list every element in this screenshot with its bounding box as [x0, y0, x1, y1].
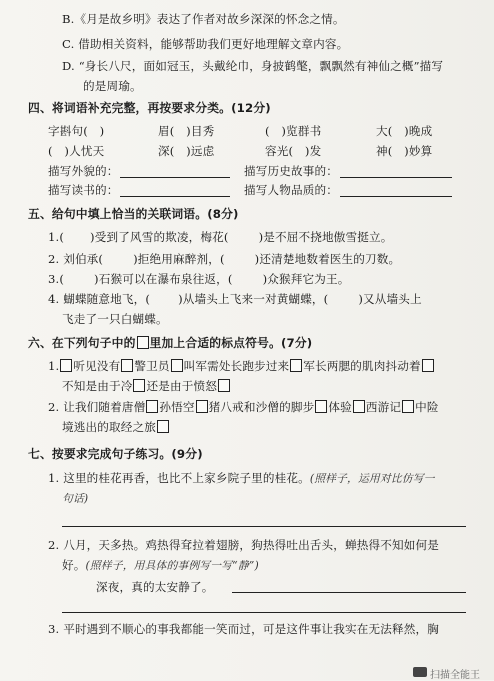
s6-title-b: 里加上合适的标点符号。(7分): [149, 336, 313, 350]
s6-sentence-2-cont: [62, 420, 170, 435]
s4-word-8[interactable]: 神( )妙算: [376, 144, 433, 158]
s4-word-5[interactable]: ( )人忧天: [48, 144, 105, 158]
s5-text: 4. 蝴蝶随意地飞，(: [48, 292, 151, 306]
answer-line[interactable]: [120, 177, 230, 178]
scanner-watermark: 扫描全能王: [430, 670, 480, 681]
answer-line[interactable]: [340, 196, 452, 197]
s5-text: )是不屈不挠地傲雪挺立。: [258, 230, 393, 244]
s7-q1-hint: (照样子，运用对比仿写一: [309, 472, 435, 485]
s6-text: 猪八戒和沙僧的脚步: [208, 400, 315, 414]
option-c: C. 借助相关资料，能够帮助我们更好地理解文章内容。: [62, 37, 349, 51]
s4-cat-character: 描写人物品质的：: [244, 183, 338, 197]
section-7-title: 七、按要求完成句子练习。(9分): [28, 447, 203, 461]
s7-q1-text: 1. 这里的桂花再香，也比不上家乡院子里的桂花。: [48, 471, 310, 485]
s6-text: 体验: [328, 400, 352, 414]
punctuation-box[interactable]: [133, 379, 145, 392]
option-d-line1: D. “身长八尺，面如冠玉，头戴纶巾，身披鹤氅，飘飘然有神仙之概”描写: [62, 59, 444, 73]
s4-cat-appearance: 描写外貌的：: [48, 164, 119, 178]
option-b: B.《月是故乡明》表达了作者对故乡深深的怀念之情。: [62, 12, 345, 26]
option-d-line2: 的是周瑜。: [83, 79, 142, 93]
s6-text: 西游记: [365, 400, 402, 414]
s6-text: 军长两腮的肌肉抖动着: [303, 359, 421, 373]
s5-text: )又从墙头上: [358, 292, 422, 306]
punctuation-box[interactable]: [157, 420, 169, 433]
punctuation-box: [137, 336, 149, 349]
s4-cat-reading: 描写读书的：: [48, 183, 119, 197]
s7-q2: 2. 八月，天多热。鸡热得耷拉着翅膀，狗热得吐出舌头，蝉热得不知如何是: [48, 538, 439, 552]
s5-text: 2. 刘伯承(: [48, 252, 104, 266]
s7-q2-cont: [62, 558, 259, 573]
s6-text: 不知是由于冷: [62, 379, 133, 393]
s5-text: )石猴可以在瀑布泉往返，(: [94, 272, 233, 286]
s4-word-4[interactable]: 大( )晚成: [376, 124, 433, 138]
punctuation-box[interactable]: [218, 379, 230, 392]
answer-line[interactable]: [120, 196, 230, 197]
s4-word-3[interactable]: ( )览群书: [265, 124, 322, 138]
punctuation-box[interactable]: [402, 400, 414, 413]
punctuation-box[interactable]: [146, 400, 158, 413]
section-4-title: 四、将词语补充完整，再按要求分类。(12分): [28, 101, 271, 115]
s6-sentence-1-cont: [62, 379, 231, 394]
s5-text: )还清楚地数着医生的刀数。: [254, 252, 401, 266]
s7-q1-hint-cont: 句话): [62, 492, 89, 505]
s5-item-3: [48, 272, 349, 287]
s6-text: 境逃出的取经之旅: [62, 420, 156, 434]
punctuation-box[interactable]: [60, 359, 72, 372]
s4-word-1[interactable]: 字斟句( ): [48, 124, 105, 138]
s7-q2-text: 好。: [62, 558, 86, 572]
s5-item-4-cont: 飞走了一只白蝴蝶。: [62, 312, 168, 326]
s6-text: 中险: [415, 400, 439, 414]
scanner-logo-icon: [413, 667, 427, 677]
s5-text: 3.(: [48, 272, 65, 286]
s7-q1: [48, 471, 435, 486]
s5-item-4: [48, 292, 422, 307]
s5-text: )拒绝用麻醉剂，(: [133, 252, 225, 266]
s5-text: )受到了风雪的欺凌，梅花(: [90, 230, 229, 244]
s6-text: 叫军需处长跑步过来: [183, 359, 290, 373]
s5-text: )众猴拜它为王。: [262, 272, 350, 286]
s7-q2-example: 深夜，真的太安静了。: [96, 580, 214, 594]
s6-text: 1.: [48, 359, 60, 373]
s4-word-2[interactable]: 眉( )目秀: [158, 124, 215, 138]
s6-text: 还是由于愤怒: [146, 379, 217, 393]
section-5-title: 五、给句中填上恰当的关联词语。(8分): [28, 207, 239, 221]
answer-line[interactable]: [62, 526, 466, 527]
s6-sentence-1: [48, 359, 435, 374]
s5-item-1: [48, 230, 392, 245]
s6-text: 警卫员: [134, 359, 170, 373]
punctuation-box[interactable]: [353, 400, 365, 413]
section-6-title: [28, 336, 312, 351]
punctuation-box[interactable]: [315, 400, 327, 413]
s4-word-7[interactable]: 容光( )发: [265, 144, 322, 158]
punctuation-box[interactable]: [171, 359, 183, 372]
answer-line[interactable]: [340, 177, 452, 178]
s5-text: 1.(: [48, 230, 65, 244]
answer-line[interactable]: [232, 592, 466, 593]
punctuation-box[interactable]: [290, 359, 302, 372]
s4-cat-history: 描写历史故事的：: [244, 164, 338, 178]
s6-sentence-2: [48, 400, 439, 415]
s6-text: 听见没有: [73, 359, 121, 373]
s6-text: 孙悟空: [159, 400, 195, 414]
s7-q3: 3. 平时遇到不顺心的事我都能一笑而过，可是这件事让我实在无法释然，胸: [48, 622, 439, 636]
s4-word-6[interactable]: 深( )远虑: [158, 144, 215, 158]
punctuation-box[interactable]: [196, 400, 208, 413]
s5-text: )从墙头上飞来一对黄蝴蝶，(: [178, 292, 329, 306]
s6-text: 2. 让我们随着唐僧: [48, 400, 146, 414]
s6-title-a: 六、在下列句子中的: [28, 336, 136, 350]
punctuation-box[interactable]: [121, 359, 133, 372]
s7-q2-hint: (照样子，用具体的事例写一写“静”): [85, 559, 259, 572]
punctuation-box[interactable]: [422, 359, 434, 372]
answer-line[interactable]: [62, 612, 466, 613]
s5-item-2: [48, 252, 400, 267]
